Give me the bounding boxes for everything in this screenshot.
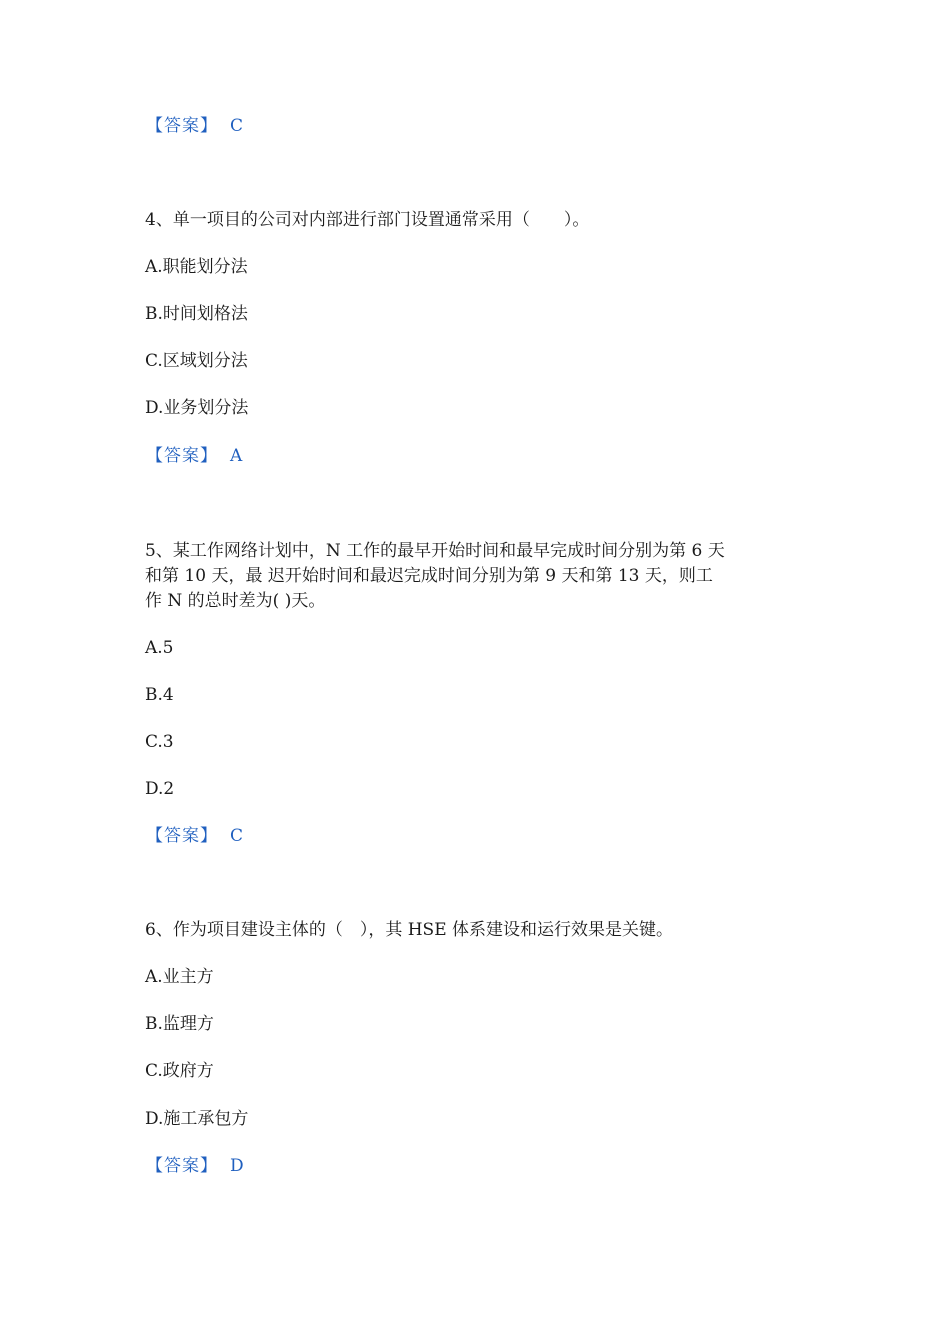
question-stem-6: 6、作为项目建设主体的（ ），其 HSE 体系建设和运行效果是关键。 <box>145 920 674 940</box>
option-c: C.3 <box>145 732 174 752</box>
option-c: C.区域划分法 <box>145 351 248 371</box>
question-stem-5-line-1: 5、某工作网络计划中，N 工作的最早开始时间和最早完成时间分别为第 6 天 <box>145 541 725 561</box>
answer-label: 【答案】 <box>146 116 218 136</box>
answer-label: 【答案】 <box>146 826 218 846</box>
option-a: A.5 <box>145 638 174 658</box>
question-stem-5-line-3: 作 N 的总时差为( )天。 <box>145 591 326 611</box>
answer-value: D <box>230 1156 244 1176</box>
answer-line <box>146 444 242 468</box>
option-d: D.业务划分法 <box>145 398 249 418</box>
question-stem-4: 4、单一项目的公司对内部进行部门设置通常采用（ ）。 <box>145 210 590 230</box>
answer-value: A <box>230 446 243 466</box>
answer-line <box>146 824 243 848</box>
option-b: B.4 <box>145 685 174 705</box>
answer-label: 【答案】 <box>146 1156 218 1176</box>
answer-value: C <box>230 116 244 136</box>
option-d: D.2 <box>145 779 175 799</box>
option-a: A.职能划分法 <box>145 257 248 277</box>
option-b: B.时间划格法 <box>145 304 248 324</box>
answer-label: 【答案】 <box>146 446 218 466</box>
question-stem-5-line-2: 和第 10 天，最 迟开始时间和最迟完成时间分别为第 9 天和第 13 天，则工 <box>145 566 713 586</box>
answer-value: C <box>230 826 244 846</box>
answer-line <box>146 1154 244 1178</box>
option-d: D.施工承包方 <box>145 1109 249 1129</box>
option-c: C.政府方 <box>145 1061 214 1081</box>
option-a: A.业主方 <box>145 967 214 987</box>
option-b: B.监理方 <box>145 1014 214 1034</box>
answer-line <box>146 114 243 138</box>
